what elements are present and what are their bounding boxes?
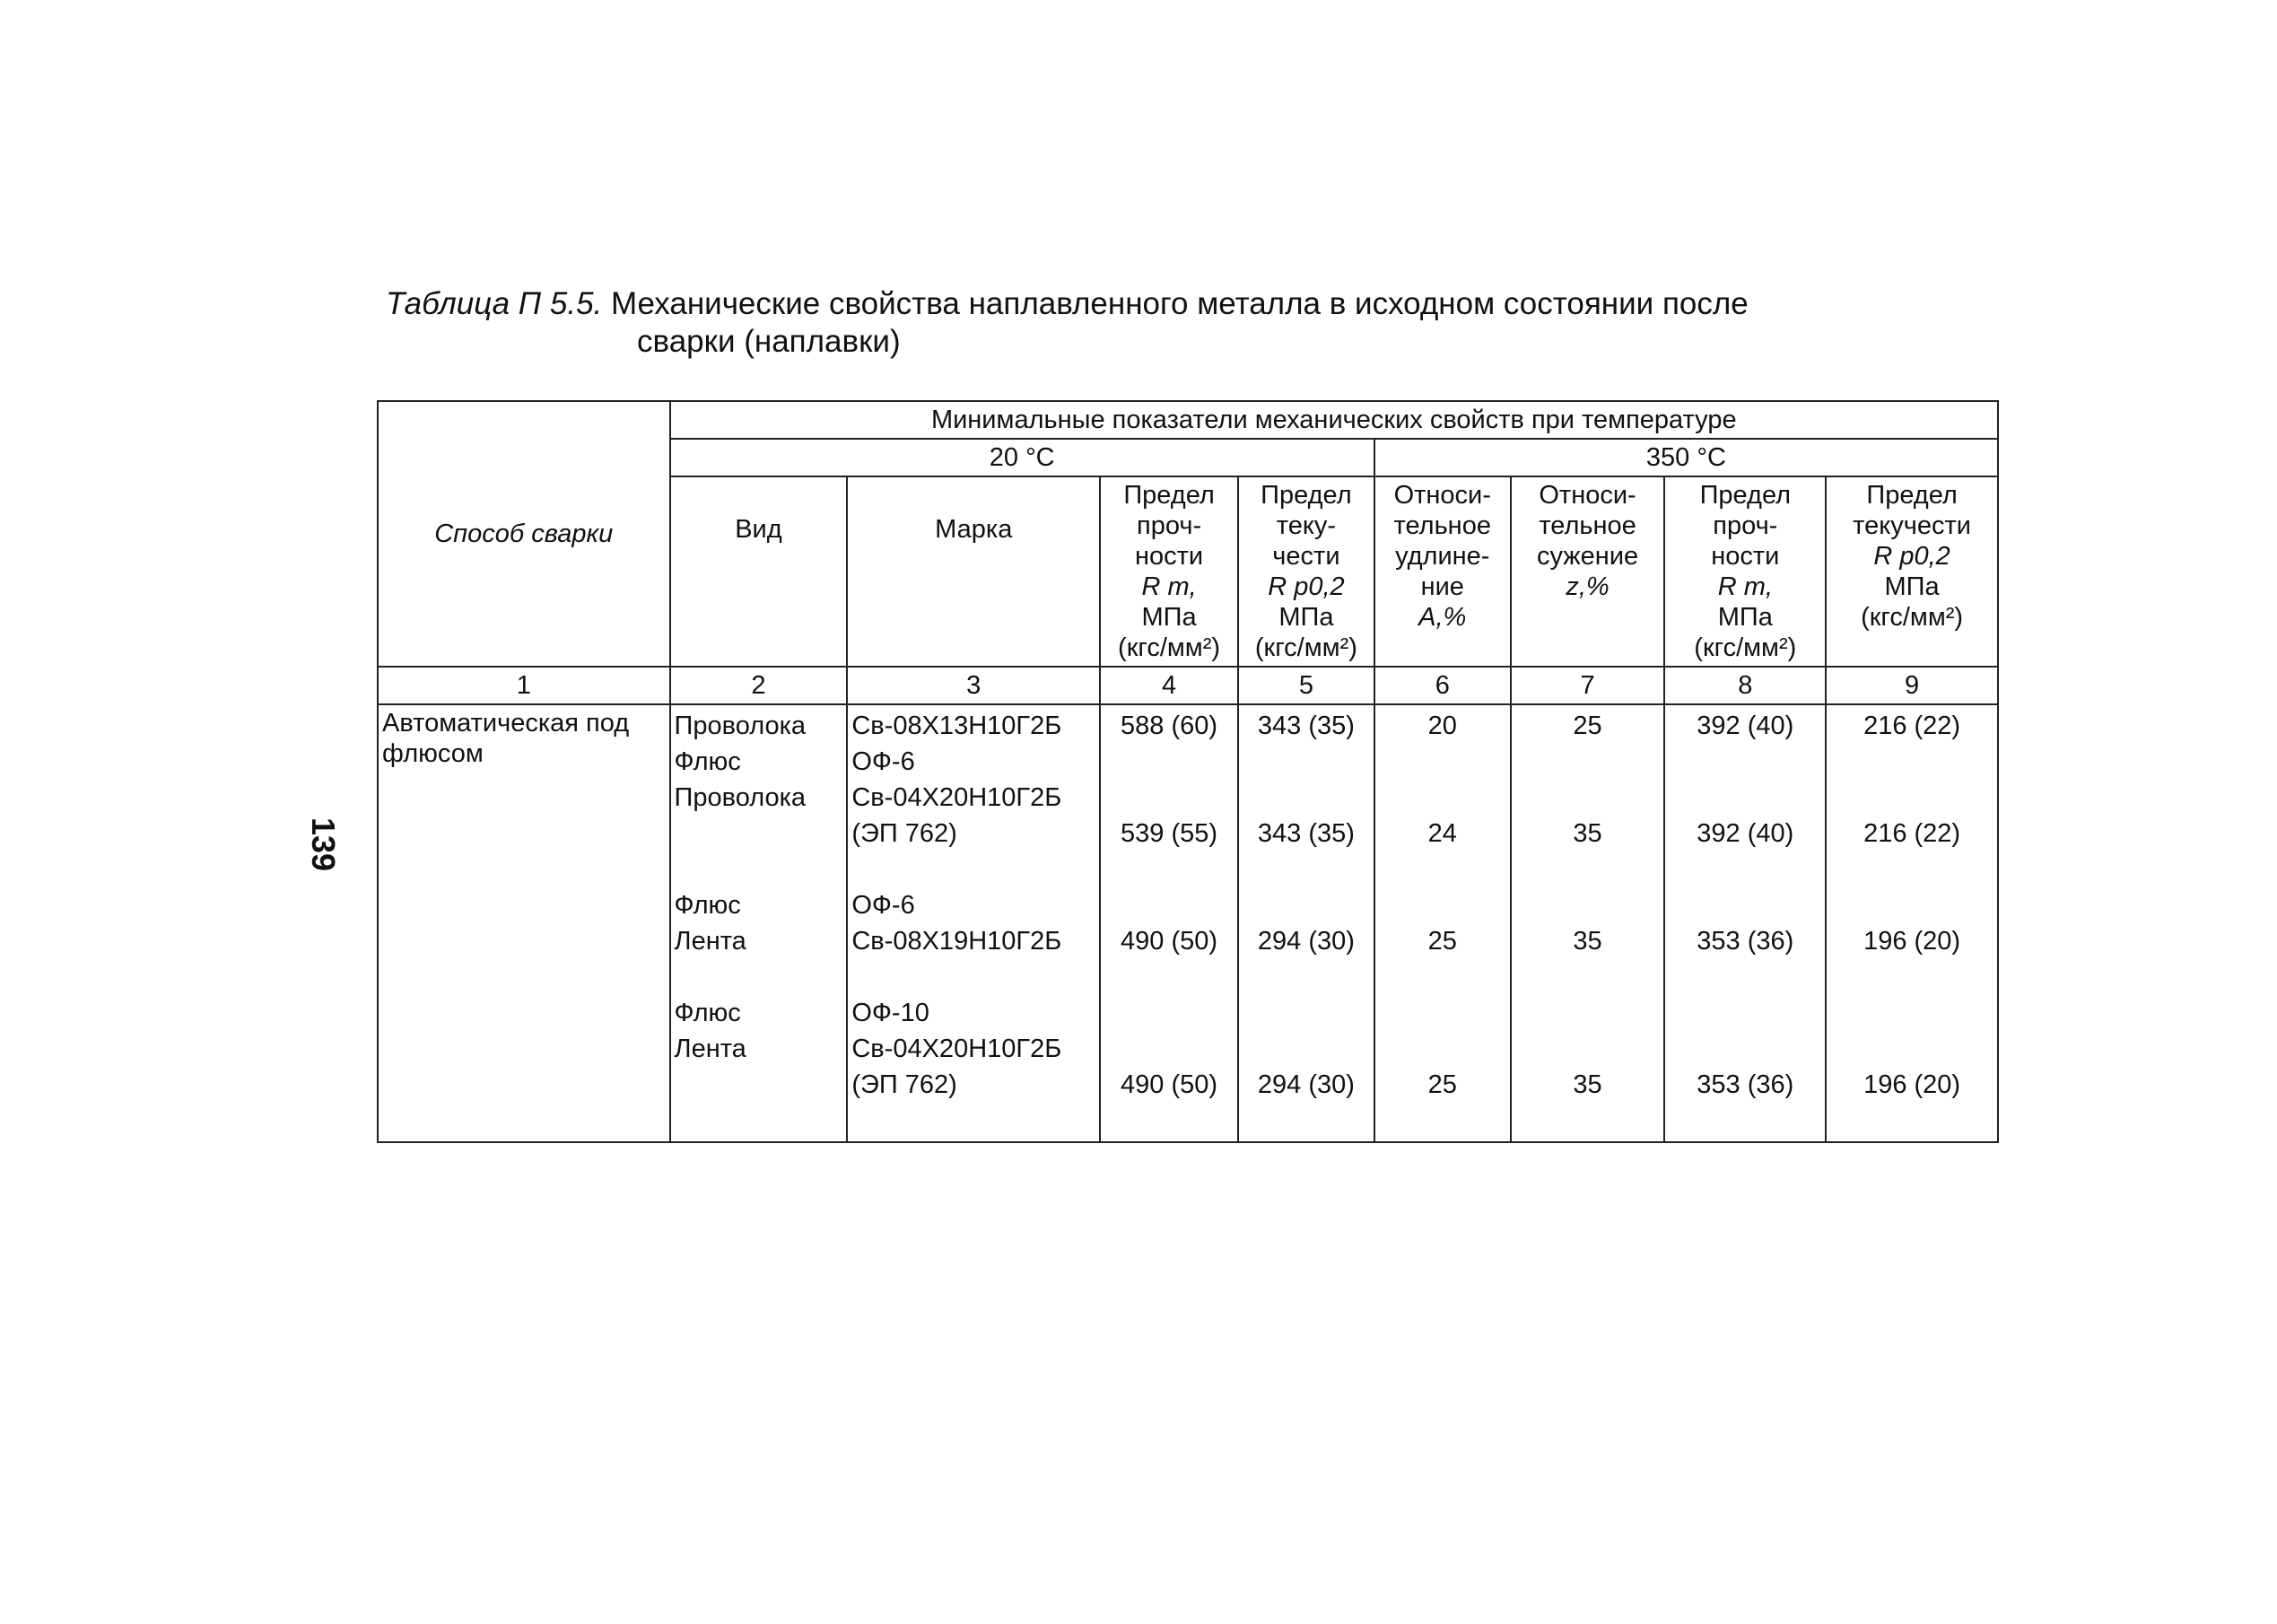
cell-line-marka: ОФ-10 xyxy=(851,999,929,1027)
col-number: 3 xyxy=(847,667,1100,704)
cell-line-vid: Флюс xyxy=(674,999,741,1027)
value-cell-col6 xyxy=(1374,704,1511,1142)
header-group: Минимальные показатели механических свойств при температуре xyxy=(670,401,1998,439)
cell-line-v6 xyxy=(1379,780,1506,816)
cell-line-v4 xyxy=(1104,744,1234,780)
cell-line-v8 xyxy=(1669,995,1821,1031)
cell-line-v5: 343 (35) xyxy=(1257,819,1355,848)
cell-line-v7: 35 xyxy=(1573,819,1602,848)
mechanical-properties-table xyxy=(377,400,1999,1143)
cell-line-v8 xyxy=(1669,780,1821,816)
cell-line-v9 xyxy=(1830,995,1993,1031)
cell-line-vid xyxy=(675,1067,843,1103)
col-number: 6 xyxy=(1374,667,1511,704)
welding-method-cell xyxy=(378,704,670,1142)
header-col9: Предел текучести R p0,2 МПа (кгс/мм²) xyxy=(1826,476,1998,667)
cell-line-vid: Проволока xyxy=(674,712,807,740)
cell-line-v5 xyxy=(1243,744,1370,780)
cell-line-vid: Лента xyxy=(674,927,746,956)
cell-line-v5: 294 (30) xyxy=(1257,927,1355,956)
value-cell-col8 xyxy=(1664,704,1826,1142)
col-number: 2 xyxy=(670,667,848,704)
cell-line-v6: 25 xyxy=(1427,927,1457,956)
cell-line-v8: 392 (40) xyxy=(1697,712,1794,740)
cell-line-vid: Флюс xyxy=(674,891,741,920)
cell-line-v8 xyxy=(1669,1031,1821,1067)
cell-line-v9: 216 (22) xyxy=(1863,712,1961,740)
cell-line-v6: 20 xyxy=(1427,712,1457,740)
cell-line-v4 xyxy=(1104,1031,1234,1067)
header-col4: Предел проч- ности R m, МПа (кгс/мм²) xyxy=(1100,476,1238,667)
table-caption xyxy=(386,285,1749,361)
cell-line-v4 xyxy=(1104,887,1234,923)
cell-line-v4: 490 (50) xyxy=(1121,1070,1218,1099)
cell-line-v4 xyxy=(1104,780,1234,816)
caption-title-line2: сварки (наплавки) xyxy=(637,324,901,359)
cell-line-v7: 35 xyxy=(1573,1070,1602,1099)
value-cell-col9 xyxy=(1826,704,1998,1142)
cell-line-v7 xyxy=(1515,1031,1661,1067)
cell-line-marka: (ЭП 762) xyxy=(851,819,957,848)
cell-line-v7: 25 xyxy=(1573,712,1602,740)
welding-method: Автоматическая под флюсом xyxy=(382,709,630,768)
cell-line-v9: 196 (20) xyxy=(1863,927,1961,956)
header-col6: Относи- тельное удлине- ние A,% xyxy=(1374,476,1511,667)
cell-line-v6 xyxy=(1379,1031,1506,1067)
header-col7: Относи- тельное сужение z,% xyxy=(1511,476,1665,667)
header-temp-20: 20 °C xyxy=(670,439,1374,476)
caption-label: Таблица П 5.5. xyxy=(386,286,603,321)
cell-line-v7 xyxy=(1515,744,1661,780)
cell-line-v7: 35 xyxy=(1573,927,1602,956)
col-number: 8 xyxy=(1664,667,1826,704)
page-number: 139 xyxy=(305,816,343,872)
cell-line-marka: Св-04Х20Н10Г2Б xyxy=(851,783,1062,812)
header-temp-350: 350 °C xyxy=(1374,439,1998,476)
cell-line-marka: ОФ-6 xyxy=(851,891,915,920)
cell-line-v9 xyxy=(1830,887,1993,923)
value-cell-col4 xyxy=(1100,704,1238,1142)
cell-line-v9: 196 (20) xyxy=(1863,1070,1961,1099)
cell-line-v9: 216 (22) xyxy=(1863,819,1961,848)
cell-line-vid xyxy=(675,816,843,851)
col-number: 1 xyxy=(378,667,670,704)
col-number: 9 xyxy=(1826,667,1998,704)
cell-line-v8 xyxy=(1669,744,1821,780)
cell-line-v9 xyxy=(1830,780,1993,816)
cell-line-marka: ОФ-6 xyxy=(851,747,915,776)
cell-line-v4: 588 (60) xyxy=(1121,712,1218,740)
cell-line-v7 xyxy=(1515,995,1661,1031)
header-vid: Вид xyxy=(670,476,848,667)
header-marka: Марка xyxy=(847,476,1100,667)
caption-title-line1: Механические свойства наплавленного металла в исходном состоянии после xyxy=(611,286,1749,321)
cell-line-marka: (ЭП 762) xyxy=(851,1070,957,1099)
col-number: 5 xyxy=(1238,667,1374,704)
table-row xyxy=(378,704,1998,1142)
col-number: 7 xyxy=(1511,667,1665,704)
header-col8: Предел проч- ности R m, МПа (кгс/мм²) xyxy=(1664,476,1826,667)
col-number: 4 xyxy=(1100,667,1238,704)
cell-line-v7 xyxy=(1515,780,1661,816)
value-cell-col7 xyxy=(1511,704,1665,1142)
cell-line-v7 xyxy=(1515,887,1661,923)
cell-line-v8 xyxy=(1669,887,1821,923)
cell-line-v8: 353 (36) xyxy=(1697,927,1794,956)
cell-line-marka: Св-08Х19Н10Г2Б xyxy=(851,927,1062,956)
cell-line-v5: 343 (35) xyxy=(1257,712,1355,740)
vid-cell xyxy=(670,704,848,1142)
value-cell-col5 xyxy=(1238,704,1374,1142)
cell-line-v6: 24 xyxy=(1427,819,1457,848)
cell-line-v9 xyxy=(1830,1031,1993,1067)
cell-line-v5 xyxy=(1243,995,1370,1031)
cell-line-v8: 392 (40) xyxy=(1697,819,1794,848)
column-number-row xyxy=(378,667,1998,704)
cell-line-v5 xyxy=(1243,1031,1370,1067)
cell-line-v6 xyxy=(1379,744,1506,780)
header-method: Способ сварки xyxy=(378,401,670,667)
cell-line-v4: 539 (55) xyxy=(1121,819,1218,848)
cell-line-vid: Лента xyxy=(674,1035,746,1063)
cell-line-v9 xyxy=(1830,744,1993,780)
cell-line-marka: Св-08Х13Н10Г2Б xyxy=(851,712,1062,740)
cell-line-v8: 353 (36) xyxy=(1697,1070,1794,1099)
cell-line-marka: Св-04Х20Н10Г2Б xyxy=(851,1035,1062,1063)
cell-line-vid: Проволока xyxy=(674,783,807,812)
header-col5: Предел теку- чести R p0,2 МПа (кгс/мм²) xyxy=(1238,476,1374,667)
cell-line-v5: 294 (30) xyxy=(1257,1070,1355,1099)
cell-line-v4: 490 (50) xyxy=(1121,927,1218,956)
cell-line-v5 xyxy=(1243,887,1370,923)
cell-line-v6 xyxy=(1379,887,1506,923)
cell-line-vid: Флюс xyxy=(674,747,741,776)
marka-cell xyxy=(847,704,1100,1142)
cell-line-v4 xyxy=(1104,995,1234,1031)
cell-line-v5 xyxy=(1243,780,1370,816)
cell-line-v6: 25 xyxy=(1427,1070,1457,1099)
cell-line-v6 xyxy=(1379,995,1506,1031)
